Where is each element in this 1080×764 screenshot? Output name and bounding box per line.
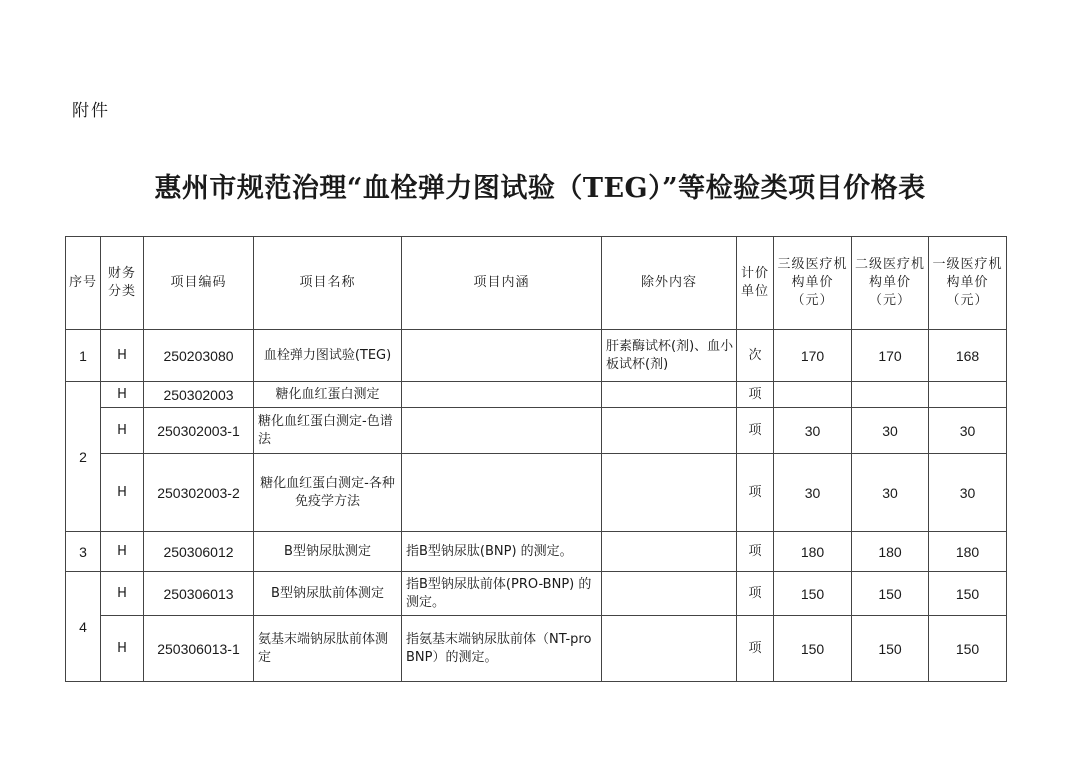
finance-cell: H xyxy=(101,408,144,454)
price-tier1-cell xyxy=(929,382,1007,408)
code-cell: 250306013 xyxy=(144,572,254,616)
table-row xyxy=(66,382,1007,408)
content-cell xyxy=(402,330,602,382)
unit-cell: 项 xyxy=(737,408,774,454)
price-tier2-cell: 150 xyxy=(852,616,929,682)
content-cell xyxy=(402,454,602,532)
seq-cell: 4 xyxy=(66,572,101,682)
header-excluded-content: 除外内容 xyxy=(602,237,737,330)
price-tier3-cell: 30 xyxy=(774,454,852,532)
unit-cell: 项 xyxy=(737,532,774,572)
price-tier2-cell xyxy=(852,382,929,408)
code-cell: 250302003-1 xyxy=(144,408,254,454)
name-cell: 氨基末端钠尿肽前体测定 xyxy=(254,616,402,682)
price-tier1-cell: 168 xyxy=(929,330,1007,382)
finance-cell: H xyxy=(101,454,144,532)
price-tier3-cell: 170 xyxy=(774,330,852,382)
finance-cell: H xyxy=(101,532,144,572)
price-tier3-cell: 150 xyxy=(774,572,852,616)
price-table xyxy=(65,236,1007,682)
price-tier2-cell: 180 xyxy=(852,532,929,572)
excluded-cell xyxy=(602,616,737,682)
excluded-cell xyxy=(602,572,737,616)
name-cell: 糖化血红蛋白测定 xyxy=(254,382,402,408)
excluded-cell xyxy=(602,454,737,532)
header-price-tier1: 一级医疗机构单价（元） xyxy=(929,237,1007,330)
price-tier1-cell: 180 xyxy=(929,532,1007,572)
document-title: 惠州市规范治理“血栓弹力图试验（TEG）”等检验类项目价格表 xyxy=(154,173,926,204)
header-item-content: 项目内涵 xyxy=(402,237,602,330)
name-cell: B型钠尿肽前体测定 xyxy=(254,572,402,616)
table-row xyxy=(66,454,1007,532)
excluded-cell xyxy=(602,532,737,572)
seq-cell: 2 xyxy=(66,382,101,532)
name-cell: B型钠尿肽测定 xyxy=(254,532,402,572)
header-price-tier3: 三级医疗机构单价（元） xyxy=(774,237,852,330)
code-cell: 250306012 xyxy=(144,532,254,572)
table-row xyxy=(66,330,1007,382)
price-tier2-cell: 170 xyxy=(852,330,929,382)
finance-cell: H xyxy=(101,572,144,616)
table-header-row xyxy=(66,237,1007,330)
header-seq: 序号 xyxy=(66,237,101,330)
header-item-code: 项目编码 xyxy=(144,237,254,330)
finance-cell: H xyxy=(101,330,144,382)
name-cell: 血栓弹力图试验(TEG) xyxy=(254,330,402,382)
excluded-cell xyxy=(602,382,737,408)
seq-cell: 3 xyxy=(66,532,101,572)
price-tier1-cell: 30 xyxy=(929,454,1007,532)
code-cell: 250302003 xyxy=(144,382,254,408)
content-cell: 指氨基末端钠尿肽前体（NT-proBNP）的测定。 xyxy=(402,616,602,682)
price-tier1-cell: 150 xyxy=(929,616,1007,682)
price-tier3-cell: 30 xyxy=(774,408,852,454)
finance-cell: H xyxy=(101,382,144,408)
price-tier2-cell: 150 xyxy=(852,572,929,616)
price-tier1-cell: 150 xyxy=(929,572,1007,616)
price-tier1-cell: 30 xyxy=(929,408,1007,454)
price-tier3-cell: 180 xyxy=(774,532,852,572)
unit-cell: 项 xyxy=(737,454,774,532)
content-cell xyxy=(402,408,602,454)
header-item-name: 项目名称 xyxy=(254,237,402,330)
code-cell: 250203080 xyxy=(144,330,254,382)
header-pricing-unit: 计价单位 xyxy=(737,237,774,330)
price-tier2-cell: 30 xyxy=(852,454,929,532)
table-row xyxy=(66,532,1007,572)
content-cell: 指B型钠尿肽前体(PRO-BNP) 的测定。 xyxy=(402,572,602,616)
price-tier3-cell xyxy=(774,382,852,408)
header-finance-category: 财务分类 xyxy=(101,237,144,330)
table-row xyxy=(66,572,1007,616)
header-price-tier2: 二级医疗机构单价（元） xyxy=(852,237,929,330)
unit-cell: 次 xyxy=(737,330,774,382)
content-cell: 指B型钠尿肽(BNP) 的测定。 xyxy=(402,532,602,572)
finance-cell: H xyxy=(101,616,144,682)
excluded-cell: 肝素酶试杯(剂)、血小板试杯(剂) xyxy=(602,330,737,382)
name-cell: 糖化血红蛋白测定-色谱法 xyxy=(254,408,402,454)
price-tier2-cell: 30 xyxy=(852,408,929,454)
table-row xyxy=(66,616,1007,682)
content-cell xyxy=(402,382,602,408)
excluded-cell xyxy=(602,408,737,454)
unit-cell: 项 xyxy=(737,616,774,682)
unit-cell: 项 xyxy=(737,572,774,616)
seq-cell: 1 xyxy=(66,330,101,382)
table-row xyxy=(66,408,1007,454)
name-cell: 糖化血红蛋白测定-各种免疫学方法 xyxy=(254,454,402,532)
unit-cell: 项 xyxy=(737,382,774,408)
code-cell: 250302003-2 xyxy=(144,454,254,532)
attachment-label: 附件 xyxy=(72,101,110,121)
price-tier3-cell: 150 xyxy=(774,616,852,682)
code-cell: 250306013-1 xyxy=(144,616,254,682)
